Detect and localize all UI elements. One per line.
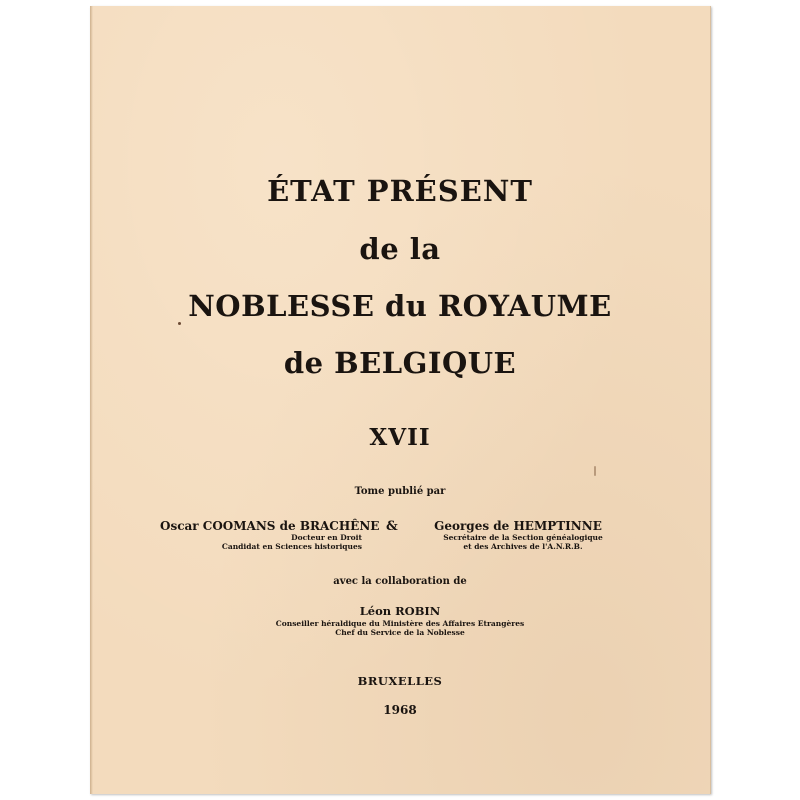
title-line-belgique: de BELGIQUE	[283, 346, 517, 380]
tome-label: Tome publié par	[354, 486, 446, 497]
collaborator-name: Léon ROBIN	[359, 604, 441, 618]
book-cover	[90, 6, 711, 794]
ampersand: &	[386, 519, 398, 534]
author-hemptinne-name: Georges de HEMPTINNE	[434, 519, 602, 533]
title-line-etat-present: ÉTAT PRÉSENT	[267, 174, 533, 208]
collaborator-title-1: Conseiller héraldique du Ministère des Affaires Etrangères	[275, 619, 525, 628]
collaborator-title-2: Chef du Service de la Noblesse	[335, 628, 465, 637]
volume-number: XVII	[369, 424, 431, 451]
publication-year: 1968	[383, 703, 417, 717]
author-coomans-title-1: Docteur en Droit	[291, 533, 362, 542]
collaboration-label: avec la collaboration de	[333, 576, 467, 587]
author-hemptinne-title-2: et des Archives de l'A.N.R.B.	[463, 542, 583, 551]
author-coomans	[160, 519, 380, 551]
author-hemptinne-title-1: Secrétaire de la Section généalogique	[443, 533, 603, 542]
collaborator-titles	[90, 619, 710, 637]
paper-mark	[594, 466, 596, 476]
title-line-noblesse: NOBLESSE du ROYAUME	[188, 289, 612, 323]
author-coomans-name: Oscar COOMANS de BRACHÊNE	[160, 519, 380, 533]
publication-city: BRUXELLES	[357, 674, 443, 688]
author-coomans-title-2: Candidat en Sciences historiques	[221, 542, 362, 551]
authors-block	[90, 519, 710, 559]
paper-spot	[178, 322, 181, 325]
author-hemptinne	[408, 519, 628, 551]
title-line-de-la: de la	[359, 232, 441, 266]
